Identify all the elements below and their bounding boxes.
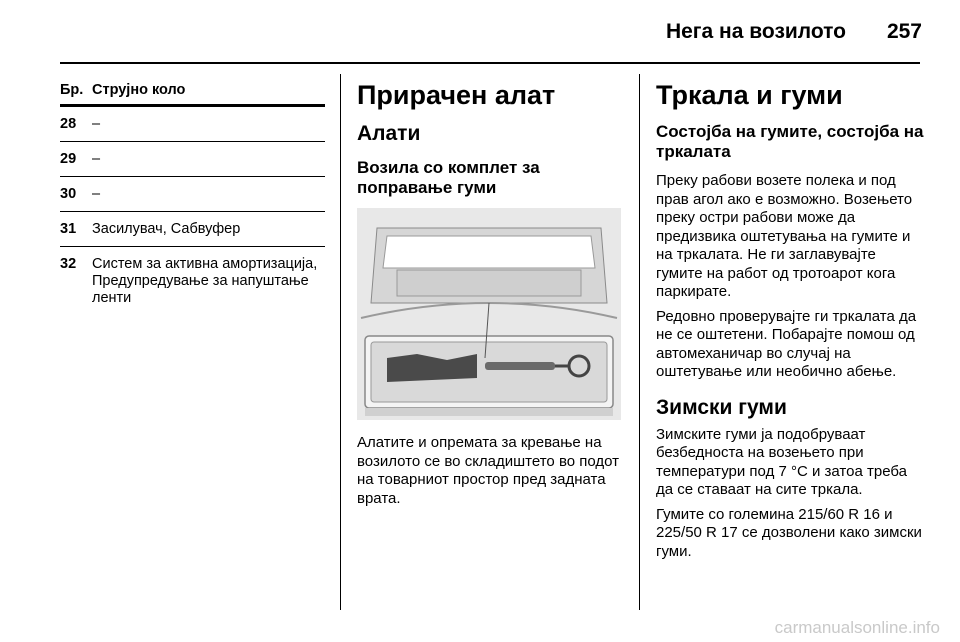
fuse-table [60,74,325,315]
subsection-title-tools: Алати [357,122,421,145]
condition-paragraph-2: Редовно проверувајте ги тркалата да не се оштетени. Побарајте помош од автомеханичар во случај на оштетување или необично абење. [656,307,917,380]
trunk-tools-illustration [357,208,621,420]
table-row [60,177,325,211]
table-row [60,107,325,141]
subsection-title-winter-tyres: Зимски гуми [656,395,787,419]
section-title-tools: Прирачен алат [357,80,556,110]
condition-paragraph-1: Преку рабови возете полека и под прав агол ако е возможно. Возењето преку остри рабови може да предизвика оштетувања на гумите и на тркалата. Не ги заглавувајте гумите на работ од тротоарот кога паркирате. [656,172,913,300]
tools-section [357,74,623,514]
page-number: 257 [886,20,922,43]
table-header-circuit: Струјно коло [92,82,186,98]
table-row [60,212,325,246]
row-text: – [92,186,101,202]
winter-paragraph-1: Зимските гуми ја подобруваат безбедноста на возењето при температури под 7 °C и затоа треба да се ставаат на сите тркала. [656,425,907,498]
row-number: 31 [60,221,77,237]
table-row [60,247,325,315]
row-number: 30 [60,186,77,202]
section-title-wheels: Тркала и гуми [656,80,843,110]
tools-caption: Алатите и опремата за кревање на возилото се во складиштето во подот на товарниот простор пред задната врата. [357,434,620,507]
row-text: – [92,116,101,132]
row-number: 28 [60,116,77,132]
trunk-tools-drawing [357,208,621,420]
subsection-heading-repair-kit: Возила со комплет за поправање гуми [357,158,540,197]
winter-paragraph-2: Гумите со големина 215/60 R 16 и 225/50 R 17 се дозволени како зимски гуми. [656,505,922,560]
row-number: 29 [60,151,77,167]
row-text: Систем за активна амортизација, Предупредување за напуштање ленти [92,256,318,306]
row-text: Засилувач, Сабвуфер [92,221,241,237]
subsection-heading-condition: Состојба на гумите, состојба на тркалата [656,122,924,161]
table-header [60,74,325,107]
header-rule [60,62,920,64]
row-number: 32 [60,256,77,272]
column-divider [340,74,341,610]
column-divider [639,74,640,610]
table-row [60,142,325,176]
watermark: carmanualsonline.info [774,618,940,637]
wheels-section [656,74,926,567]
header-title: Нега на возилото [665,20,846,43]
row-text: – [92,151,101,167]
table-header-number: Бр. [60,82,84,98]
page-header [0,14,960,54]
